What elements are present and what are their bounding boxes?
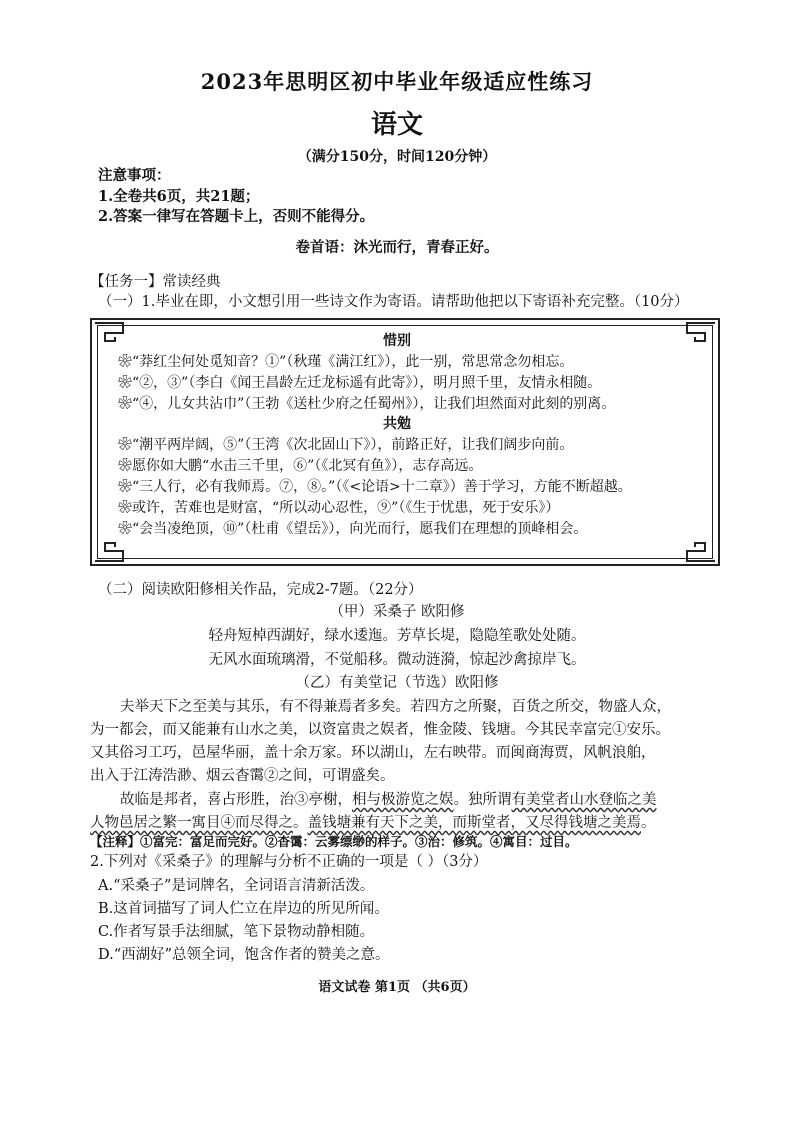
question-1: （一）1.毕业在即，小文想引用一些诗文作为寄语。请帮助他把以下寄语补充完整。（10分）: [98, 294, 689, 310]
poem-title: （甲）采桑子 欧阳修: [329, 604, 465, 620]
frame-corner-ornament-icon: [93, 537, 127, 563]
box-section-title: 惜别: [383, 333, 411, 349]
frame-corner-ornament-icon: [683, 537, 717, 563]
prose-text: 故临是邦者，喜占形胜，治③亭榭，: [120, 792, 352, 808]
task1-heading: 【任务一】常读经典: [90, 274, 221, 290]
box-line: ❀“④，儿女共沾巾”（王勃《送杜少府之任蜀州》），让我们坦然面对此刻的别离。: [118, 396, 616, 412]
box-line: ❀愿你如大鹏“水击三千里，⑥”（《北冥有鱼》），志存高远。: [118, 458, 483, 474]
underlined-sentence: 相与极游览之娱: [352, 792, 454, 808]
prose-text: 。: [293, 815, 308, 831]
question-2-stem: 2.下列对《采桑子》的理解与分析不正确的一项是（ ）（3分）: [90, 854, 488, 870]
prose-line: [120, 790, 657, 810]
motto: 卷首语：沐光而行，青春正好。: [295, 239, 499, 256]
part2-heading: （二）阅读欧阳修相关作品，完成2-7题。（22分）: [98, 582, 423, 598]
option-d: D.“西湖好”总领全词，饱含作者的赞美之意。: [98, 947, 390, 963]
option-b: B.这首词描写了词人伫立在岸边的所见所闻。: [98, 901, 389, 917]
box-line: ❀或许，苦难也是财富，“所以动心忍性，⑨”（《生于忧患，死于安乐》）: [118, 500, 560, 516]
poem-line: 无风水面琉璃滑，不觉船移。微动涟漪，惊起沙禽掠岸飞。: [208, 652, 586, 668]
prose-text: 。独所谓: [453, 792, 512, 808]
box-line: ❀“②，③”（李白《闻王昌龄左迁龙标遥有此寄》），明月照千里，友情永相随。: [118, 375, 602, 391]
box-line: ❀“三人行，必有我师焉。⑦，⑧。”（《<论语>十二章》）善于学习，方能不断超越。: [118, 479, 632, 495]
notice-item: 2.答案一律写在答题卡上，否则不能得分。: [98, 208, 375, 225]
underlined-sentence: 有美堂者山水登临之美: [511, 792, 657, 808]
prose-text: 。: [641, 815, 656, 831]
prose-title: （乙）有美堂记（节选）欧阳修: [295, 675, 499, 691]
annotations: 【注释】①富完：富足而完好。②杳霭：云雾缥缈的样子。③治：修筑。④寓目：过目。: [90, 834, 578, 849]
box-line: ❀“会当凌绝顶，⑩”（杜甫《望岳》），向光而行，愿我们在理想的顶峰相会。: [118, 521, 588, 537]
prose-line: 又其俗习工巧，邑屋华丽，盖十余万家。环以湖山，左右映带。而闽商海贾，风帆浪舶，: [90, 745, 656, 761]
box-section-title: 共勉: [383, 416, 411, 432]
box-line: ❀“潮平两岸阔，⑤”（王湾《次北固山下》），前路正好，让我们阔步向前。: [118, 437, 574, 453]
notice-item: 1.全卷共6页，共21题；: [98, 188, 260, 205]
underlined-sentence: 人物邑居之繁一寓目④而尽得之: [90, 815, 293, 831]
subject-title: 语文: [370, 110, 423, 140]
box-line: ❀“莽红尘何处觅知音？①”（秋瑾《满江红》），此一别，常思常念勿相忘。: [118, 354, 574, 370]
option-a: A.“采桑子”是词牌名，全词语言清新活泼。: [98, 878, 375, 894]
prose-line: 夫举天下之至美与其乐，有不得兼焉者多矣。若四方之所聚，百货之所交，物盛人众，: [120, 699, 671, 715]
prose-line: [90, 813, 656, 833]
exam-title: 2023年思明区初中毕业年级适应性练习: [200, 69, 594, 94]
notice-heading: 注意事项：: [98, 167, 171, 184]
page-footer: 语文试卷 第1页 （共6页）: [318, 980, 476, 995]
poem-line: 轻舟短棹西湖好，绿水逶迤。芳草长堤，隐隐笙歌处处随。: [208, 628, 586, 644]
prose-line: 为一都会，而又能兼有山水之美，以资富贵之娱者，惟金陵、钱塘。今其民幸富完①安乐。: [90, 722, 670, 738]
prose-line: 出入于江涛浩渺、烟云杳霭②之间，可谓盛矣。: [90, 768, 395, 784]
underlined-sentence: 盖钱塘兼有天下之美，而斯堂者，又尽得钱塘之美焉: [307, 815, 641, 831]
option-c: C.作者写景手法细腻，笔下景物动静相随。: [98, 924, 375, 940]
exam-meta: （满分150分，时间120分钟）: [297, 149, 497, 165]
